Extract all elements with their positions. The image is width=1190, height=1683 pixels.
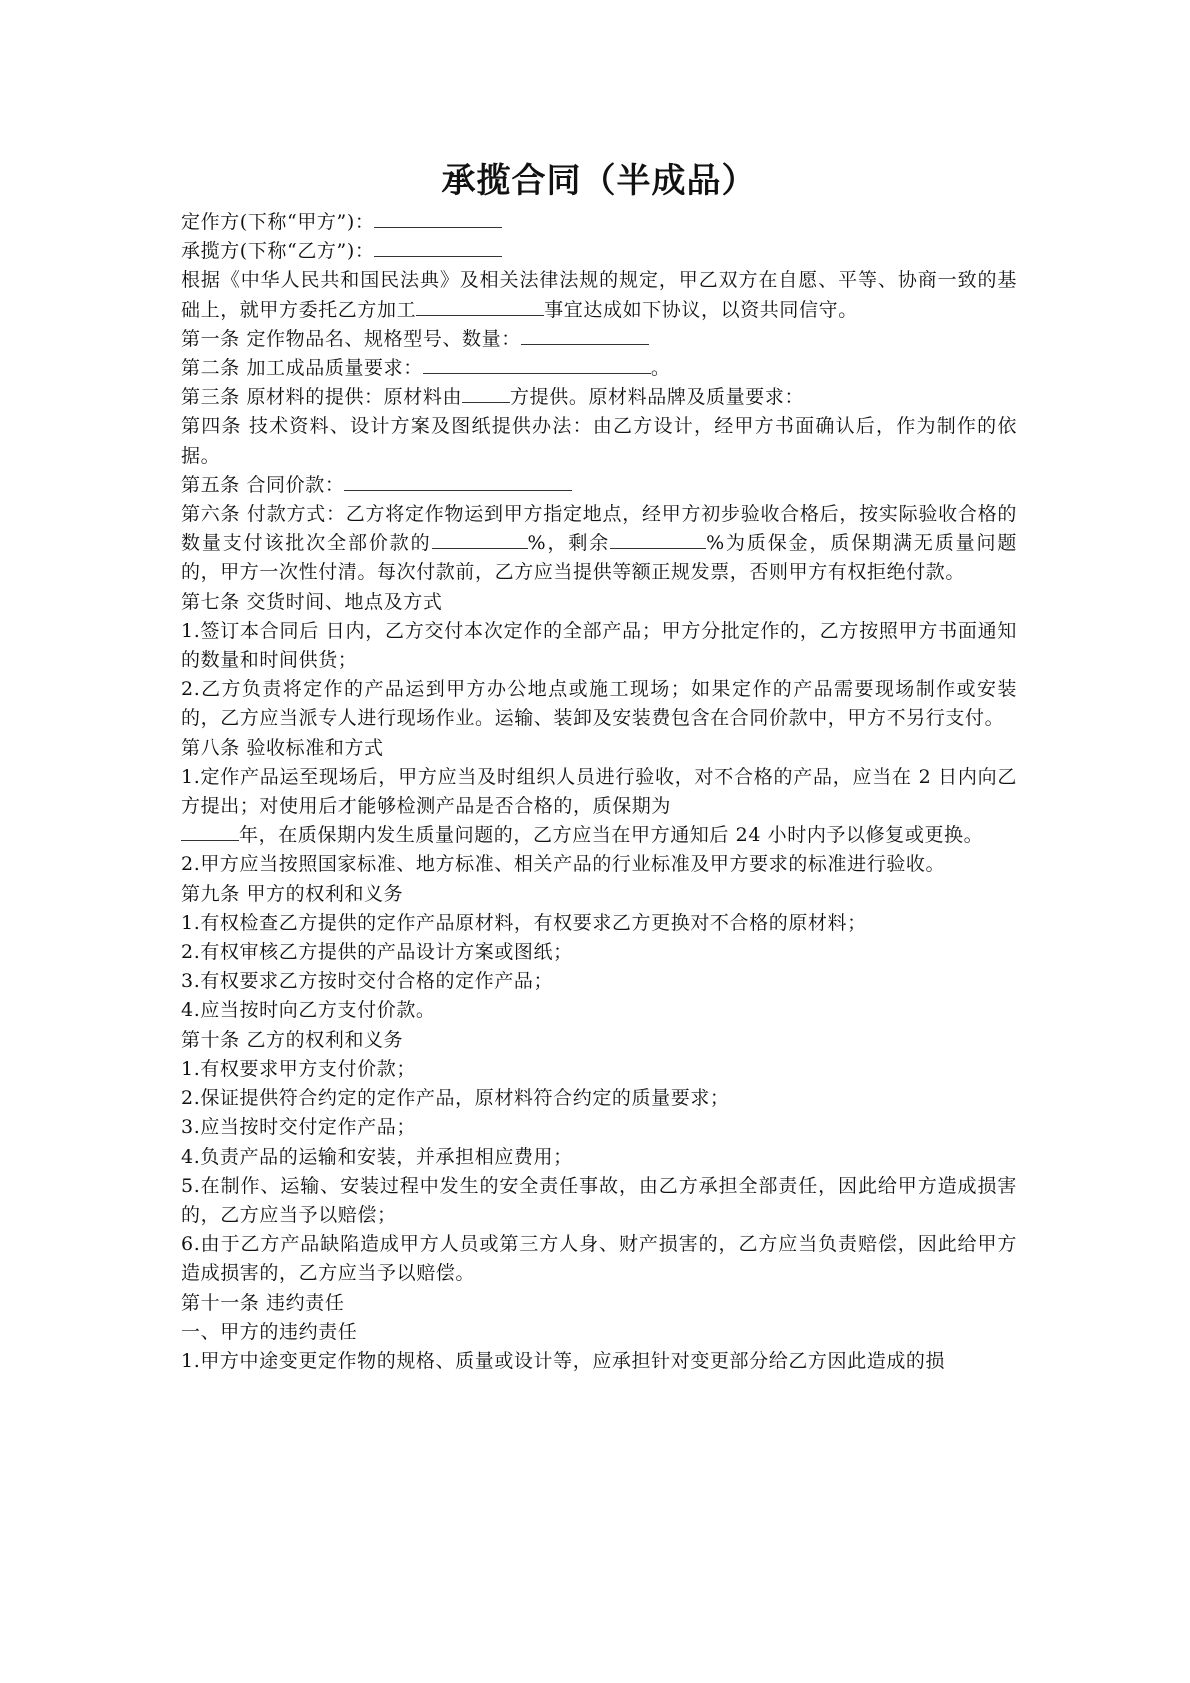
article-6-blank-2 xyxy=(610,530,706,549)
article-9-item: 3.有权要求乙方按时交付合格的定作产品； xyxy=(181,970,554,993)
preamble-text-2: 事宜达成如下协议，以资共同信守。 xyxy=(544,298,858,321)
article-3-text-2: 方提供。原材料品牌及质量要求： xyxy=(510,386,805,409)
article-3-blank xyxy=(462,384,510,403)
article-10-item: 4.负责产品的运输和安装，并承担相应费用； xyxy=(181,1145,573,1168)
article-10-heading: 第十条 乙方的权利和义务 xyxy=(181,1028,404,1051)
article-6 xyxy=(181,500,1017,588)
article-3-text-1: 第三条 原材料的提供：原材料由 xyxy=(181,386,463,409)
party-b-label: 承揽方(下称“乙方”)： xyxy=(181,240,375,263)
article-7-item: 2.乙方负责将定作的产品运到甲方办公地点或施工现场；如果定作的产品需要现场制作或安装的，乙方应当派专人进行现场作业。运输、装卸及安装费包含在合同价款中，甲方不另行支付。 xyxy=(181,678,1017,730)
article-9-item: 4.应当按时向乙方支付价款。 xyxy=(181,999,436,1022)
article-6-text-2: %，剩余 xyxy=(527,532,611,555)
article-8-item-1 xyxy=(181,763,1017,851)
article-10-item: 1.有权要求甲方支付价款； xyxy=(181,1057,416,1080)
article-5-text: 第五条 合同价款： xyxy=(181,473,345,496)
article-7-heading: 第七条 交货时间、地点及方式 xyxy=(181,590,443,613)
article-6-text-3: %为质保金，质保期满无质量问题的，甲方一次性付清。每次付款前，乙方应当提供等额正规发票，否则甲方有权拒绝付款。 xyxy=(181,532,1017,584)
article-4: 第四条 技术资料、设计方案及图纸提供办法：由乙方设计，经甲方书面确认后，作为制作的依据。 xyxy=(181,415,1017,467)
article-9-item: 1.有权检查乙方提供的定作产品原材料，有权要求乙方更换对不合格的原材料； xyxy=(181,911,867,934)
article-9-item: 2.有权审核乙方提供的产品设计方案或图纸； xyxy=(181,941,573,964)
article-11-subheading: 一、甲方的违约责任 xyxy=(181,1320,358,1343)
article-8-heading: 第八条 验收标准和方式 xyxy=(181,736,384,759)
article-1-text: 第一条 定作物品名、规格型号、数量： xyxy=(181,327,521,350)
article-1-blank xyxy=(521,326,649,345)
article-8-item-1-text-1: 1.定作产品运至现场后，甲方应当及时组织人员进行验收，对不合格的产品，应当在 2 日内向乙方提出；对使用后才能够检测产品是否合格的，质保期为 xyxy=(181,765,1017,818)
preamble-text-1: 根据《中华人民共和国民法典》及相关法律法规的规定，甲乙双方在自愿、平等、协商一致的基础上，就甲方委托乙方加工 xyxy=(181,269,1017,321)
article-2-blank xyxy=(423,355,651,374)
article-6-blank-1 xyxy=(432,530,528,549)
document-title: 承揽合同（半成品） xyxy=(441,161,757,201)
article-11-heading: 第十一条 违约责任 xyxy=(181,1291,345,1314)
article-10-item: 3.应当按时交付定作产品； xyxy=(181,1116,416,1139)
article-11-item-1: 1.甲方中途变更定作物的规格、质量或设计等，应承担针对变更部分给乙方因此造成的损 xyxy=(181,1349,946,1372)
warranty-years-blank xyxy=(181,822,239,841)
article-6-text-1: 第六条 付款方式：乙方将定作物运到甲方指定地点，经甲方初步验收合格后，按实际验收合格的数量支付该批次全部价款的 xyxy=(181,503,1017,555)
article-8-item-2: 2.甲方应当按照国家标准、地方标准、相关产品的行业标准及甲方要求的标准进行验收。 xyxy=(181,853,946,876)
article-7-item: 1.签订本合同后 日内，乙方交付本次定作的全部产品；甲方分批定作的，乙方按照甲方书面通知的数量和时间供货； xyxy=(181,619,1017,672)
article-1 xyxy=(181,325,1017,354)
article-10-item: 5.在制作、运输、安装过程中发生的安全责任事故，由乙方承担全部责任，因此给甲方造成损害的，乙方应当予以赔偿； xyxy=(181,1174,1017,1226)
article-3 xyxy=(181,383,1017,412)
party-b-line xyxy=(181,237,1017,266)
party-a-line xyxy=(181,208,1017,237)
article-8-item-1-text-2: 年，在质保期内发生质量问题的，乙方应当在甲方通知后 24 小时内予以修复或更换。 xyxy=(239,824,984,847)
processing-item-blank xyxy=(416,297,544,316)
article-5-blank xyxy=(344,472,572,491)
article-10-item: 6.由于乙方产品缺陷造成甲方人员或第三方人身、财产损害的，乙方应当负责赔偿，因此给甲方造成损害的，乙方应当予以赔偿。 xyxy=(181,1233,1017,1285)
contract-page xyxy=(181,160,1017,1376)
party-a-label: 定作方(下称“甲方”)： xyxy=(181,211,375,233)
article-2-end: 。 xyxy=(650,357,671,380)
party-a-blank xyxy=(374,209,502,228)
article-5 xyxy=(181,471,1017,500)
preamble xyxy=(181,266,1017,324)
article-9-heading: 第九条 甲方的权利和义务 xyxy=(181,882,404,905)
article-10-item: 2.保证提供符合约定的定作产品，原材料符合约定的质量要求； xyxy=(181,1087,730,1110)
article-2 xyxy=(181,354,1017,383)
article-2-text: 第二条 加工成品质量要求： xyxy=(181,357,423,380)
party-b-blank xyxy=(374,238,502,257)
